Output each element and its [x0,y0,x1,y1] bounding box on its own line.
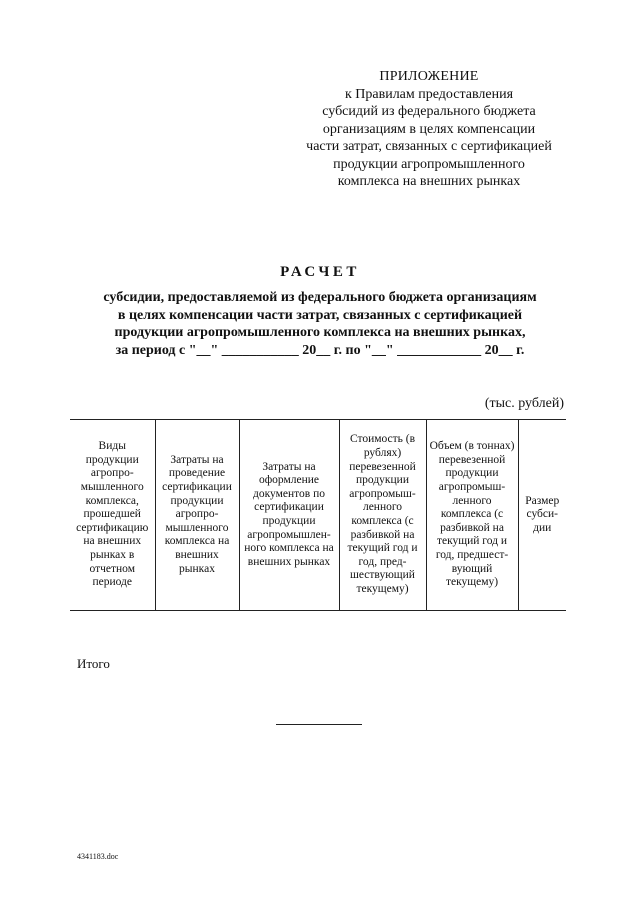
document-title: РАСЧЕТ [280,264,360,280]
table-header-cell: Виды продукции агропро-мышленного комплекса, прошедшей сертификацию на внешних рынках в отчетном периоде [70,420,155,611]
annex-line: к Правилам предоставления [344,86,514,102]
table-header-row [70,420,566,611]
signature-line [276,724,362,725]
annex-line: комплекса на внешних рынках [337,174,521,189]
table-header-cell: Стоимость (в рублях) перевезенной продукции агропромыш-ленного комплекса (с разбивкой на текущий год и год, пред-шествующий текущему) [339,420,426,611]
table-header-cell: Затраты на проведение сертификации продукции агропро-мышленного комплекса на внешних рынках [155,420,239,611]
annex-line: субсидий из федерального бюджета [322,104,536,119]
annex-line: организациям в целях компенсации [322,121,536,137]
subtitle-line: субсидии, предоставляемой из федерального бюджета организациям [103,290,537,305]
annex-line: части затрат, связанных с сертификацией [306,139,552,154]
subtitle-line: продукции агропромышленного комплекса на внешних рынках, [114,325,526,340]
calculation-table [70,419,566,611]
subtitle-line: за период с "__" ___________ 20__ г. по "__" ____________ 20__ г. [115,342,525,358]
units-label: (тыс. рублей) [484,396,564,411]
subtitle-line: в целях компенсации части затрат, связанных с сертификацией [117,307,523,323]
table-header-cell: Размер субси-дии [518,420,566,611]
total-label: Итого [77,656,110,671]
table-header-cell: Объем (в тоннах) перевезенной продукции агропромыш-ленного комплекса (с разбивкой на текущий год и год, предшест-вующий текущему) [426,420,518,611]
annex-heading: ПРИЛОЖЕНИЕ [379,69,479,84]
table-header-cell: Затраты на оформление документов по сертификации продукции агропромышлен-ного комплекса на внешних рынках [239,420,339,611]
annex-block [270,68,588,191]
document-subtitle [30,289,610,359]
annex-line: продукции агропромышленного [333,156,525,172]
footer-filename: 4341183.doc [77,852,119,861]
